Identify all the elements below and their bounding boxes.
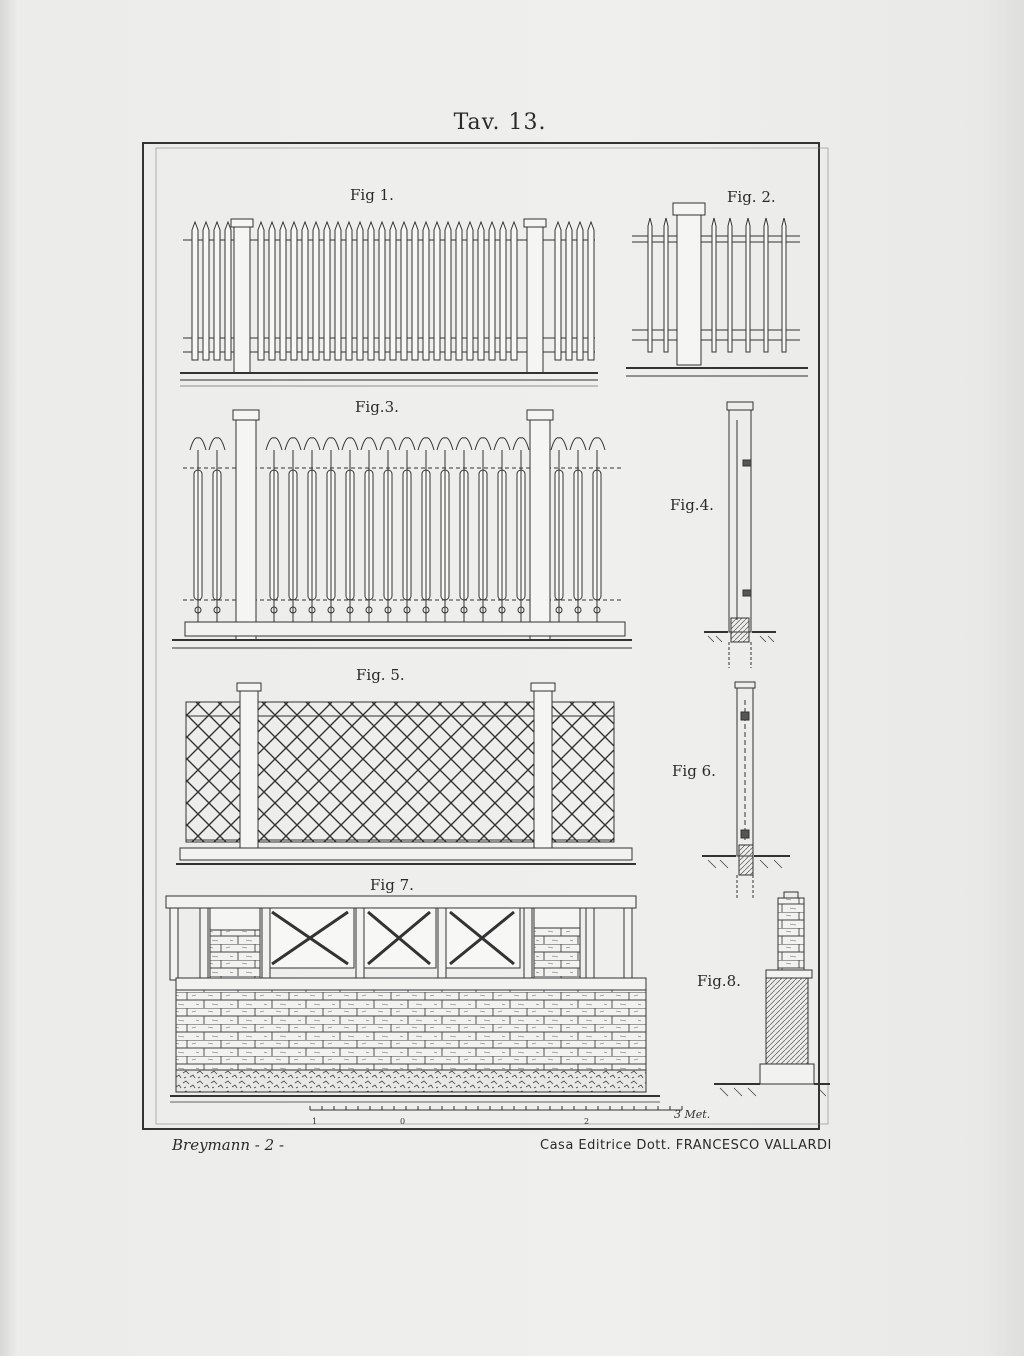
scale-tick-label: 2 — [584, 1117, 590, 1126]
picket — [577, 222, 583, 360]
fig2-label: Fig. 2. — [727, 188, 776, 206]
fig7-label: Fig 7. — [370, 876, 414, 894]
picket — [269, 222, 275, 360]
picket — [467, 222, 473, 360]
fig3-label: Fig.3. — [355, 398, 399, 416]
bar-finial — [570, 438, 586, 450]
iron-bar — [728, 218, 732, 352]
iron-bar — [712, 218, 716, 352]
picket — [555, 222, 561, 360]
iron-bar — [782, 218, 786, 352]
picket — [511, 222, 517, 360]
bar-finial — [475, 438, 491, 450]
bar-finial — [342, 438, 358, 450]
picket — [390, 222, 396, 360]
picket — [566, 222, 572, 360]
picket — [478, 222, 484, 360]
picket — [203, 222, 209, 360]
timber-post — [356, 908, 364, 980]
bar-finial — [209, 438, 225, 450]
bar-finial — [513, 438, 529, 450]
picket — [280, 222, 286, 360]
timber-post — [586, 908, 594, 980]
fig1-picket-fence — [180, 219, 598, 386]
timber-post — [262, 908, 270, 980]
fig2-fence-detail — [626, 203, 808, 376]
bar-finial — [418, 438, 434, 450]
iron-bar — [764, 218, 768, 352]
fig8-label: Fig.8. — [697, 972, 741, 990]
iron-bar — [746, 218, 750, 352]
picket — [401, 222, 407, 360]
picket — [192, 222, 198, 360]
bar-finial — [361, 438, 377, 450]
picket — [412, 222, 418, 360]
picket — [379, 222, 385, 360]
fig4-label: Fig.4. — [670, 496, 714, 514]
bar-finial — [266, 438, 282, 450]
picket — [258, 222, 264, 360]
picket — [423, 222, 429, 360]
bar-finial — [323, 438, 339, 450]
bar-finial — [380, 438, 396, 450]
picket — [335, 222, 341, 360]
author-credit: Breymann - 2 - — [172, 1136, 285, 1154]
bar-finial — [190, 438, 206, 450]
timber-post — [624, 908, 632, 980]
scale-unit-label: 3 Met. — [674, 1108, 711, 1121]
picket — [291, 222, 297, 360]
picket — [445, 222, 451, 360]
bar-finial — [456, 438, 472, 450]
bar-finial — [285, 438, 301, 450]
timber-post — [524, 908, 532, 980]
timber-post — [438, 908, 446, 980]
picket — [588, 222, 594, 360]
picket — [313, 222, 319, 360]
picket — [346, 222, 352, 360]
iron-bar — [664, 218, 668, 352]
picket — [500, 222, 506, 360]
picket — [456, 222, 462, 360]
fig4-section — [704, 402, 776, 668]
bar-finial — [589, 438, 605, 450]
picket — [357, 222, 363, 360]
fig7-brick-wall-fence — [166, 896, 660, 1102]
bar-finial — [399, 438, 415, 450]
publisher-credit: Casa Editrice Dott. FRANCESCO VALLARDI — [540, 1138, 832, 1153]
timber-post — [170, 908, 178, 980]
fig6-label: Fig 6. — [672, 762, 716, 780]
bar-finial — [304, 438, 320, 450]
picket — [225, 222, 231, 360]
picket — [368, 222, 374, 360]
scale-tick-label: 0 — [400, 1117, 406, 1126]
fig8-section — [714, 892, 830, 1096]
picket — [302, 222, 308, 360]
iron-bar — [648, 218, 652, 352]
fig5-lattice-fence — [176, 683, 636, 864]
fig5-label: Fig. 5. — [356, 666, 405, 684]
plate-title: Tav. 13. — [453, 110, 547, 135]
scale-bar — [310, 1106, 682, 1110]
picket — [489, 222, 495, 360]
fig6-section — [702, 682, 790, 900]
picket — [324, 222, 330, 360]
fig3-ornamental-fence — [172, 410, 632, 648]
fig1-label: Fig 1. — [350, 186, 394, 204]
timber-post — [200, 908, 208, 980]
scale-tick-label: 1 — [312, 1117, 318, 1126]
picket — [434, 222, 440, 360]
bar-finial — [551, 438, 567, 450]
bar-finial — [494, 438, 510, 450]
picket — [214, 222, 220, 360]
bar-finial — [437, 438, 453, 450]
